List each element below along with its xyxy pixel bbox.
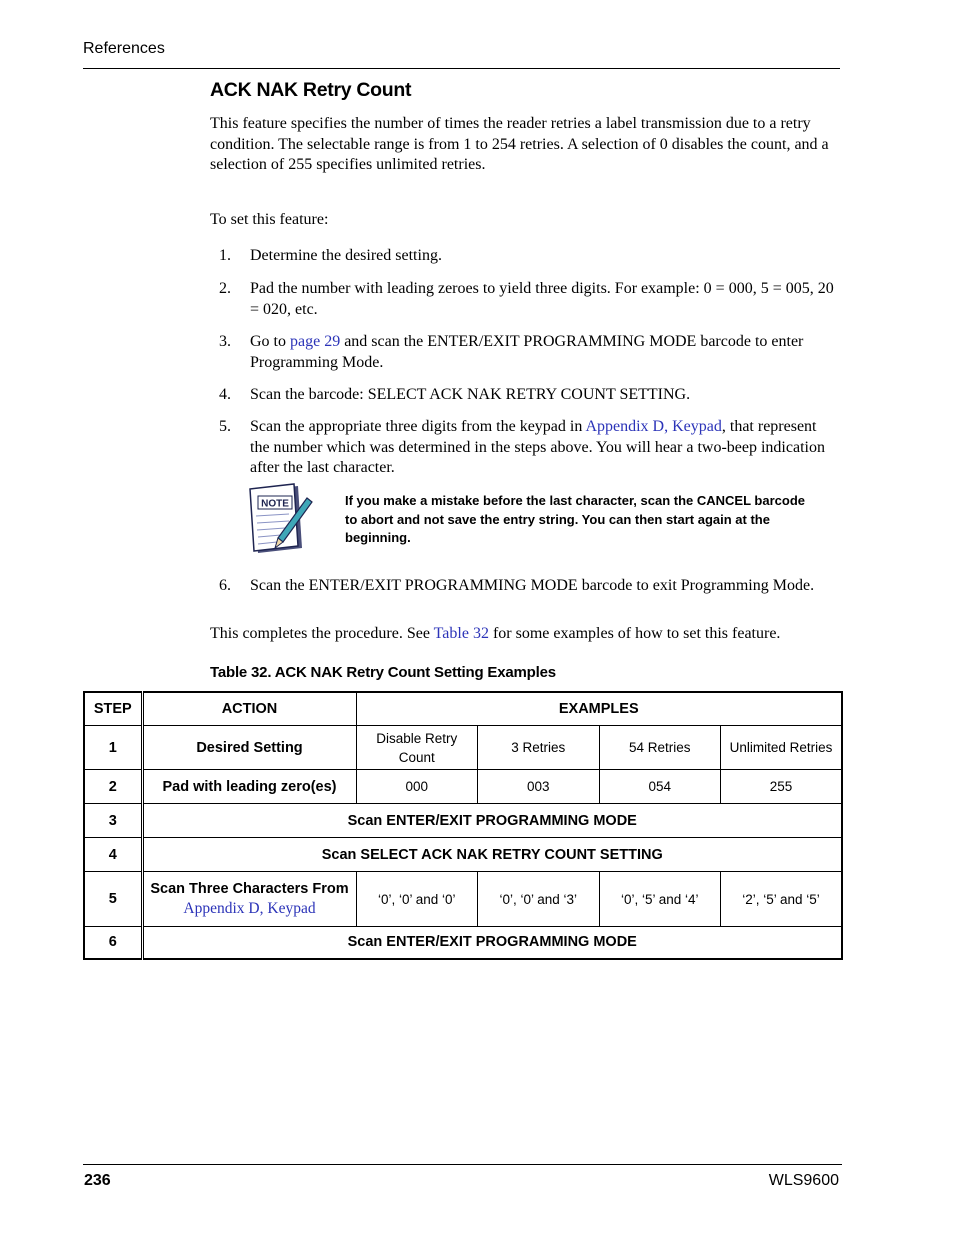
note-text: If you make a mistake before the last character, scan the CANCEL barcode to abort and not save the entry string. You can then start again at the beginning. xyxy=(345,493,805,545)
intro-paragraph: This feature specifies the number of times the reader retries a label transmission due to a retry condition. The selectable range is from 1 to 254 retries. A selection of 0 disables the count, and a selection of 255 specifies unlimited retries. xyxy=(210,115,829,173)
appendix-d-keypad-table-link[interactable]: Appendix D, Keypad xyxy=(183,900,316,917)
example-cell: 003 xyxy=(478,770,600,804)
step-text-post: , that represent the number which was determined in the steps above. You will hear a two-beep indication after the last character. xyxy=(250,418,825,476)
example-cell: ‘0’, ‘0’ and ‘3’ xyxy=(478,872,600,927)
table-row xyxy=(84,770,842,804)
document-name: WLS9600 xyxy=(768,1172,839,1189)
step-number: 4. xyxy=(219,386,231,403)
step-cell: 2 xyxy=(84,770,142,804)
example-cell: 000 xyxy=(356,770,478,804)
settings-table xyxy=(83,691,843,960)
example-cell: Disable Retry Count xyxy=(356,726,478,770)
example-cell: ‘0’, ‘0’ and ‘0’ xyxy=(356,872,478,927)
step-text-post: and scan the ENTER/EXIT PROGRAMMING MODE barcode to enter Programming Mode. xyxy=(250,333,804,371)
appendix-d-keypad-link[interactable]: Appendix D, Keypad xyxy=(585,418,722,435)
header-step: STEP xyxy=(84,692,142,726)
example-cell: ‘0’, ‘5’ and ‘4’ xyxy=(599,872,721,927)
action-cell: Desired Setting xyxy=(142,726,356,770)
step-cell: 3 xyxy=(84,804,142,838)
running-header: References xyxy=(83,40,165,57)
action-span-cell: Scan ENTER/EXIT PROGRAMMING MODE xyxy=(142,927,842,959)
closing-text-post: for some examples of how to set this feature. xyxy=(488,625,781,642)
table-row xyxy=(84,804,842,838)
step-text-pre: Scan the appropriate three digits from the keypad in xyxy=(250,418,586,435)
header-divider xyxy=(83,68,840,69)
step-cell: 6 xyxy=(84,927,142,959)
footer-divider xyxy=(83,1164,842,1165)
action-cell xyxy=(142,872,356,927)
step-number: 6. xyxy=(219,577,231,594)
table-caption: Table 32. ACK NAK Retry Count Setting Examples xyxy=(210,664,556,681)
step-cell: 1 xyxy=(84,726,142,770)
example-cell: 255 xyxy=(721,770,843,804)
step-text: Scan the ENTER/EXIT PROGRAMMING MODE barcode to exit Programming Mode. xyxy=(250,577,815,594)
to-set-label: To set this feature: xyxy=(210,211,329,228)
step-number: 5. xyxy=(219,418,231,435)
table-row xyxy=(84,927,842,959)
page-29-link[interactable]: page 29 xyxy=(290,333,341,350)
page-number: 236 xyxy=(84,1172,111,1189)
step-text: Pad the number with leading zeroes to yield three digits. For example: 0 = 000, 5 = 005, 20 = 020, etc. xyxy=(250,280,834,318)
closing-paragraph xyxy=(210,624,780,645)
step-text: Scan the barcode: SELECT ACK NAK RETRY COUNT SETTING. xyxy=(250,386,691,403)
step-cell: 5 xyxy=(84,872,142,927)
step-text: Determine the desired setting. xyxy=(250,247,442,264)
step-cell: 4 xyxy=(84,838,142,872)
step-text xyxy=(250,332,840,373)
table-32-link[interactable]: Table 32 xyxy=(433,625,489,642)
example-cell: ‘2’, ‘5’ and ‘5’ xyxy=(721,872,843,927)
action-text: Scan Three Characters From xyxy=(150,881,349,897)
table-row xyxy=(84,838,842,872)
section-title: ACK NAK Retry Count xyxy=(210,79,412,101)
step-number: 3. xyxy=(219,333,231,350)
example-cell: 3 Retries xyxy=(478,726,600,770)
step-text xyxy=(250,417,840,479)
closing-text-pre: This completes the procedure. See xyxy=(210,625,434,642)
action-cell: Pad with leading zero(es) xyxy=(142,770,356,804)
table-row xyxy=(84,726,842,770)
action-span-cell: Scan SELECT ACK NAK RETRY COUNT SETTING xyxy=(142,838,842,872)
note-icon xyxy=(245,482,315,556)
table-header-row xyxy=(84,692,842,726)
step-number: 1. xyxy=(219,247,231,264)
example-cell: 54 Retries xyxy=(599,726,721,770)
table-row xyxy=(84,872,842,927)
action-span-cell: Scan ENTER/EXIT PROGRAMMING MODE xyxy=(142,804,842,838)
note-icon-label: NOTE xyxy=(261,498,289,510)
header-examples: EXAMPLES xyxy=(356,692,842,726)
example-cell: Unlimited Retries xyxy=(721,726,843,770)
step-text-pre: Go to xyxy=(250,333,290,350)
step-number: 2. xyxy=(219,280,231,297)
example-cell: 054 xyxy=(599,770,721,804)
header-action: ACTION xyxy=(142,692,356,726)
